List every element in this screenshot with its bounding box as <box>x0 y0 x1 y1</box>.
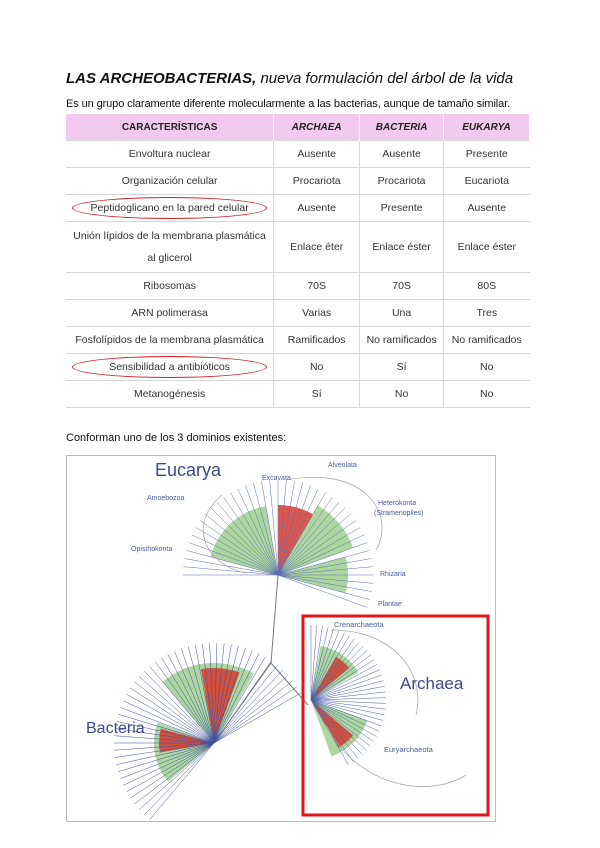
intro-paragraph: Es un grupo claramente diferente molecularmente a las bacterias, aunque de tamaño similar. <box>66 98 511 110</box>
cell-eukarya: No <box>444 381 530 408</box>
header-archaea: ARCHAEA <box>274 114 360 141</box>
cell-eukarya: No <box>444 354 530 381</box>
header-characteristics: CARACTERÍSTICAS <box>66 114 274 141</box>
group-label-excavata: Excavata <box>262 475 291 482</box>
group-label-euryarchaeota: Euryarchaeota <box>384 745 433 754</box>
row-label-text: Sensibilidad a antibióticos <box>109 361 231 373</box>
row-label: Unión lípidos de la membrana plasmática al glicerol <box>66 222 274 273</box>
title-bold: LAS ARCHEOBACTERIAS, <box>66 70 257 87</box>
cell-bacteria: No ramificados <box>360 327 444 354</box>
table-row <box>66 141 530 168</box>
domain-label-eucarya: Eucarya <box>155 460 222 480</box>
group-label-amoebozoa: Amoebozoa <box>147 495 185 502</box>
cell-archaea: Ramificados <box>274 327 360 354</box>
cell-eukarya: No ramificados <box>444 327 530 354</box>
row-label: Fosfolípidos de la membrana plasmática <box>66 327 274 354</box>
cell-bacteria: Una <box>360 300 444 327</box>
cell-bacteria: Ausente <box>360 141 444 168</box>
cell-archaea: Ausente <box>274 141 360 168</box>
tree-of-life-svg <box>66 455 496 822</box>
table-row <box>66 300 530 327</box>
cell-archaea: 70S <box>274 273 360 300</box>
cell-archaea: Varias <box>274 300 360 327</box>
row-label: Envoltura nuclear <box>66 141 274 168</box>
group-label-stramenopiles: (Stramenopiles) <box>374 510 424 517</box>
cell-bacteria: 70S <box>360 273 444 300</box>
cell-eukarya: 80S <box>444 273 530 300</box>
highlight-oval <box>72 356 267 378</box>
row-label-circled <box>66 354 274 381</box>
group-label-plantae: Plantae <box>378 601 402 608</box>
table-row <box>66 222 530 273</box>
page-title <box>66 70 546 88</box>
table-row <box>66 195 530 222</box>
group-label-opisthokonta: Opisthokonta <box>131 546 173 553</box>
cell-archaea: Sí <box>274 381 360 408</box>
group-label-heterokonta: Heterokonta <box>378 500 417 507</box>
subheading: Conforman uno de los 3 dominios existentes: <box>66 432 287 444</box>
row-label: Metanogénesis <box>66 381 274 408</box>
cell-bacteria: Procariota <box>360 168 444 195</box>
table-header-row <box>66 114 530 141</box>
domain-label-bacteria: Bacteria <box>86 720 145 737</box>
group-label-alveolata: Alveolata <box>328 462 357 469</box>
cell-bacteria: Sí <box>360 354 444 381</box>
title-rest: nueva formulación del árbol de la vida <box>256 70 514 87</box>
cell-eukarya: Ausente <box>444 195 530 222</box>
cell-bacteria: Presente <box>360 195 444 222</box>
row-label: ARN polimerasa <box>66 300 274 327</box>
cell-archaea: No <box>274 354 360 381</box>
table-row <box>66 168 530 195</box>
row-label-circled <box>66 195 274 222</box>
row-label-text: Peptidoglicano en la pared celular <box>90 202 249 214</box>
cell-bacteria: No <box>360 381 444 408</box>
table-row <box>66 273 530 300</box>
table-row <box>66 327 530 354</box>
group-label-rhizaria: Rhizaria <box>380 571 406 578</box>
cell-archaea: Enlace éter <box>274 222 360 273</box>
tree-of-life-figure <box>66 455 496 822</box>
domain-label-archaea: Archaea <box>400 674 464 693</box>
cell-eukarya: Enlace éster <box>444 222 530 273</box>
cell-archaea: Procariota <box>274 168 360 195</box>
highlight-oval <box>72 197 267 219</box>
cell-archaea: Ausente <box>274 195 360 222</box>
row-label: Ribosomas <box>66 273 274 300</box>
group-label-crenarchaeota: Crenarchaeota <box>334 620 384 629</box>
table-row <box>66 354 530 381</box>
cell-eukarya: Tres <box>444 300 530 327</box>
row-label: Organización celular <box>66 168 274 195</box>
header-eukarya: EUKARYA <box>444 114 530 141</box>
header-bacteria: BACTERIA <box>360 114 444 141</box>
table-row <box>66 381 530 408</box>
comparison-table <box>66 114 530 408</box>
cell-eukarya: Presente <box>444 141 530 168</box>
cell-bacteria: Enlace éster <box>360 222 444 273</box>
cell-eukarya: Eucariota <box>444 168 530 195</box>
